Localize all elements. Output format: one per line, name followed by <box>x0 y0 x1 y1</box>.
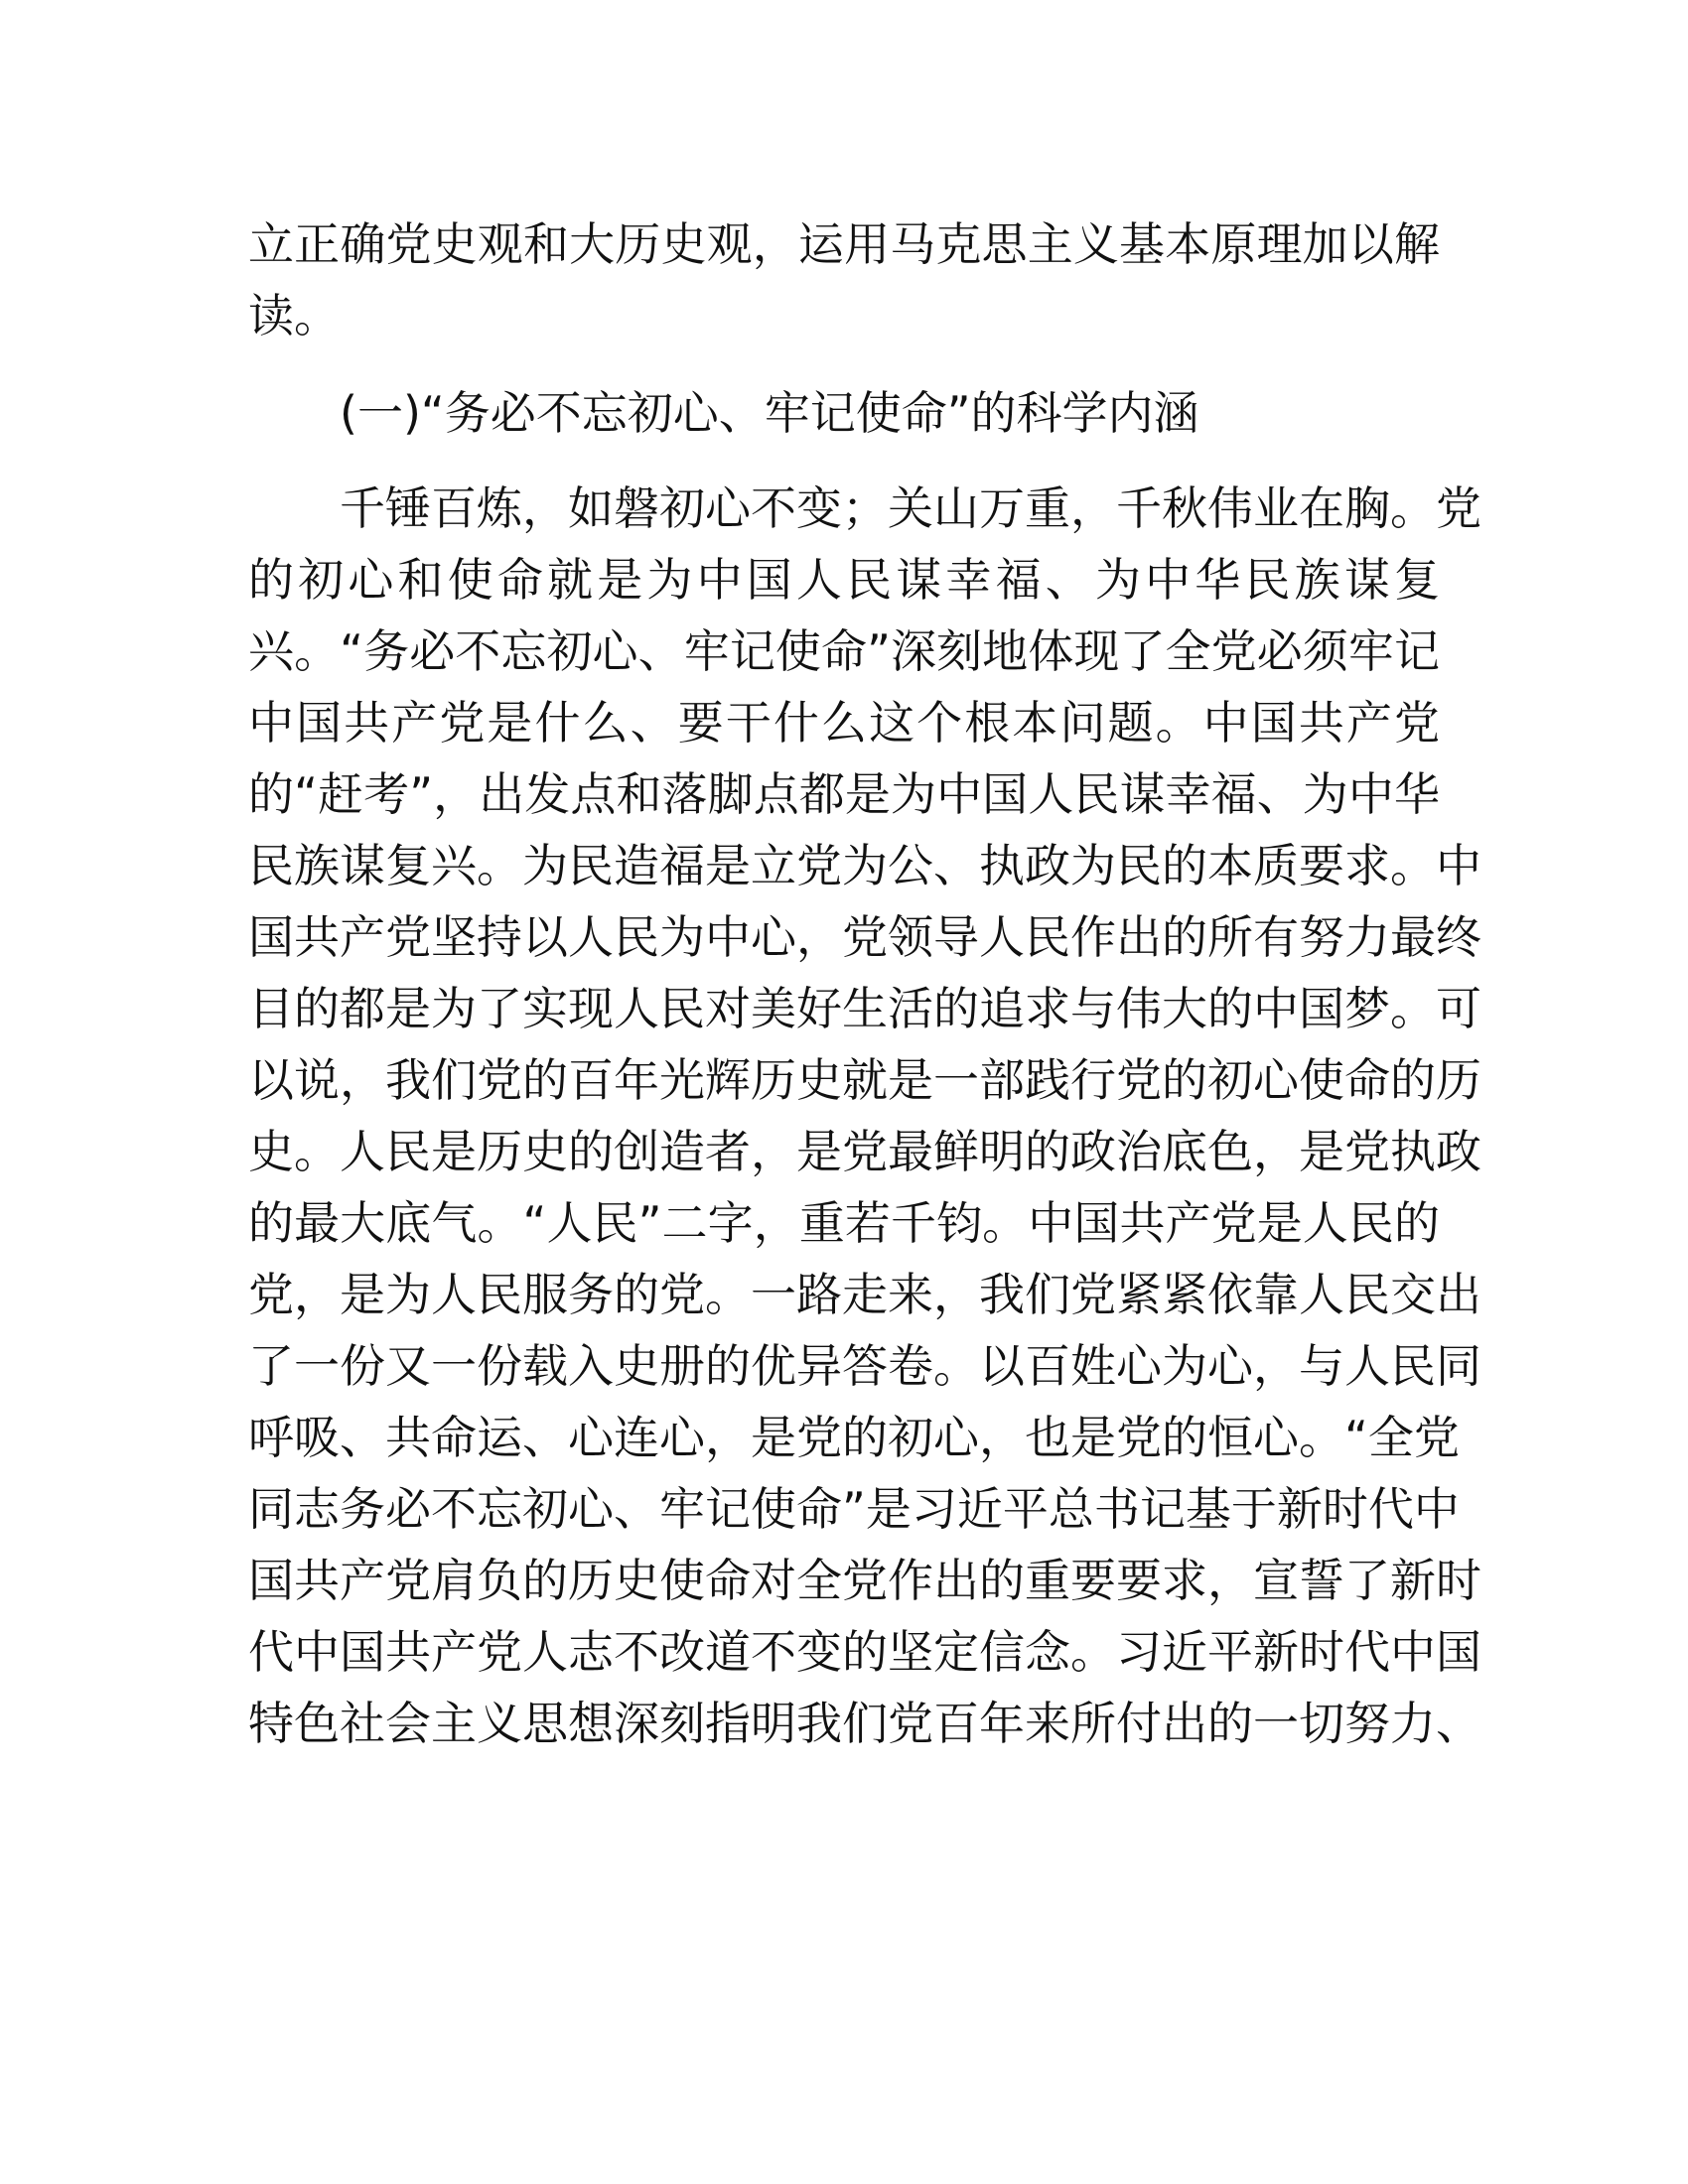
text-line: 目的都是为了实现人民对美好生活的追求与伟大的中国梦。可 <box>248 982 1481 1035</box>
text-line: 兴。“务必不忘初心、牢记使命”深刻地体现了全党必须牢记 <box>248 624 1440 678</box>
text-line: 的“赶考”，出发点和落脚点都是为中国人民谋幸福、为中华 <box>248 767 1440 821</box>
text-line: 立正确党史观和大历史观，运用马克思主义基本原理加以解 <box>248 217 1440 271</box>
text-line: 呼吸、共命运、心连心，是党的初心，也是党的恒心。“全党 <box>248 1411 1460 1464</box>
text-line: 的初心和使命就是为中国人民谋幸福、为中华民族谋复 <box>248 553 1440 607</box>
text-line: 中国共产党是什么、要干什么这个根本问题。中国共产党 <box>248 696 1440 750</box>
text-line: 史。人民是历史的创造者，是党最鲜明的政治底色，是党执政 <box>248 1125 1481 1178</box>
body-paragraph <box>248 473 1481 1759</box>
section-heading: (一)“务必不忘初心、牢记使命”的科学内涵 <box>340 386 1199 440</box>
text-line: 的最大底气。“人民”二字，重若千钧。中国共产党是人民的 <box>248 1196 1440 1250</box>
text-line: 以说，我们党的百年光辉历史就是一部践行党的初心使命的历 <box>248 1053 1481 1107</box>
text-line: 千锤百炼，如磐初心不变；关山万重，千秋伟业在胸。党 <box>340 481 1481 535</box>
text-line: 了一份又一份载入史册的优异答卷。以百姓心为心，与人民同 <box>248 1339 1481 1393</box>
text-line: 国共产党坚持以人民为中心，党领导人民作出的所有努力最终 <box>248 910 1481 964</box>
text-line: 读。 <box>248 289 340 342</box>
text-line: 民族谋复兴。为民造福是立党为公、执政为民的本质要求。中 <box>248 839 1481 892</box>
text-line: 同志务必不忘初心、牢记使命”是习近平总书记基于新时代中 <box>248 1482 1460 1536</box>
text-line: 国共产党肩负的历史使命对全党作出的重要要求，宣誓了新时 <box>248 1554 1481 1607</box>
text-line: 代中国共产党人志不改道不变的坚定信念。习近平新时代中国 <box>248 1625 1481 1679</box>
text-line: 特色社会主义思想深刻指明我们党百年来所付出的一切努力、 <box>248 1697 1481 1750</box>
text-line: 党，是为人民服务的党。一路走来，我们党紧紧依靠人民交出 <box>248 1268 1481 1321</box>
paragraph-continuation <box>248 208 1440 351</box>
